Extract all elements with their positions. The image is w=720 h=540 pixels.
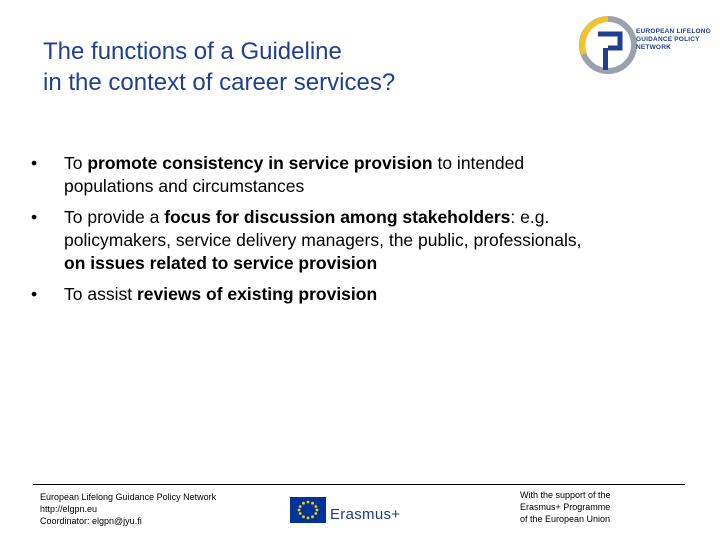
slide-title-line-1: The functions of a Guideline xyxy=(43,38,342,65)
bullet-item xyxy=(28,152,588,198)
bullet-text: To assist xyxy=(64,284,137,304)
logo-text-line-3: NETWORK xyxy=(636,44,671,51)
logo-g-stem xyxy=(603,48,608,70)
bullet-emphasis: focus for discussion among stakeholders xyxy=(164,207,511,227)
bullet-list xyxy=(28,152,588,314)
erasmus-plus-label: Erasmus+ xyxy=(330,506,401,523)
bullet-emphasis: reviews of existing provision xyxy=(136,284,378,304)
bullet-dot-icon: • xyxy=(31,207,38,227)
footer-org-name: European Lifelong Guidance Policy Network xyxy=(40,492,217,502)
footer-support-line-1: With the support of the xyxy=(520,490,611,500)
footer-support-line-2: Erasmus+ Programme xyxy=(520,502,611,512)
bullet-dot-icon: • xyxy=(31,153,38,173)
footer-divider xyxy=(33,484,685,485)
bullet-item xyxy=(28,283,588,306)
footer-organization xyxy=(40,491,280,527)
footer-support xyxy=(520,489,650,525)
bullet-text: To provide a xyxy=(64,207,165,227)
bullet-dot-icon: • xyxy=(31,284,38,304)
slide-title-line-2: in the context of career services? xyxy=(43,69,396,96)
logo-text-line-2: GUIDANCE POLICY xyxy=(636,36,700,43)
bullet-text: : e.g. policymakers, service delivery managers, the public, professionals, xyxy=(64,207,582,250)
bullet-emphasis: on issues related to service provision xyxy=(64,253,378,273)
bullet-item xyxy=(28,206,588,275)
bullet-text: To xyxy=(64,153,88,173)
slide-title xyxy=(43,36,543,98)
logo-g-shape xyxy=(598,34,620,48)
footer-coordinator: Coordinator: elgpn@jyu.fi xyxy=(40,516,142,526)
footer-org-url: http://elgpn.eu xyxy=(40,504,98,514)
logo-text-line-1: EUROPEAN LIFELONG xyxy=(636,28,711,35)
bullet-text: to intended populations and circumstances xyxy=(64,153,525,196)
logo-text xyxy=(636,28,716,52)
bullet-emphasis: promote consistency in service provision xyxy=(87,153,433,173)
footer-support-line-3: of the European Union xyxy=(520,514,611,524)
